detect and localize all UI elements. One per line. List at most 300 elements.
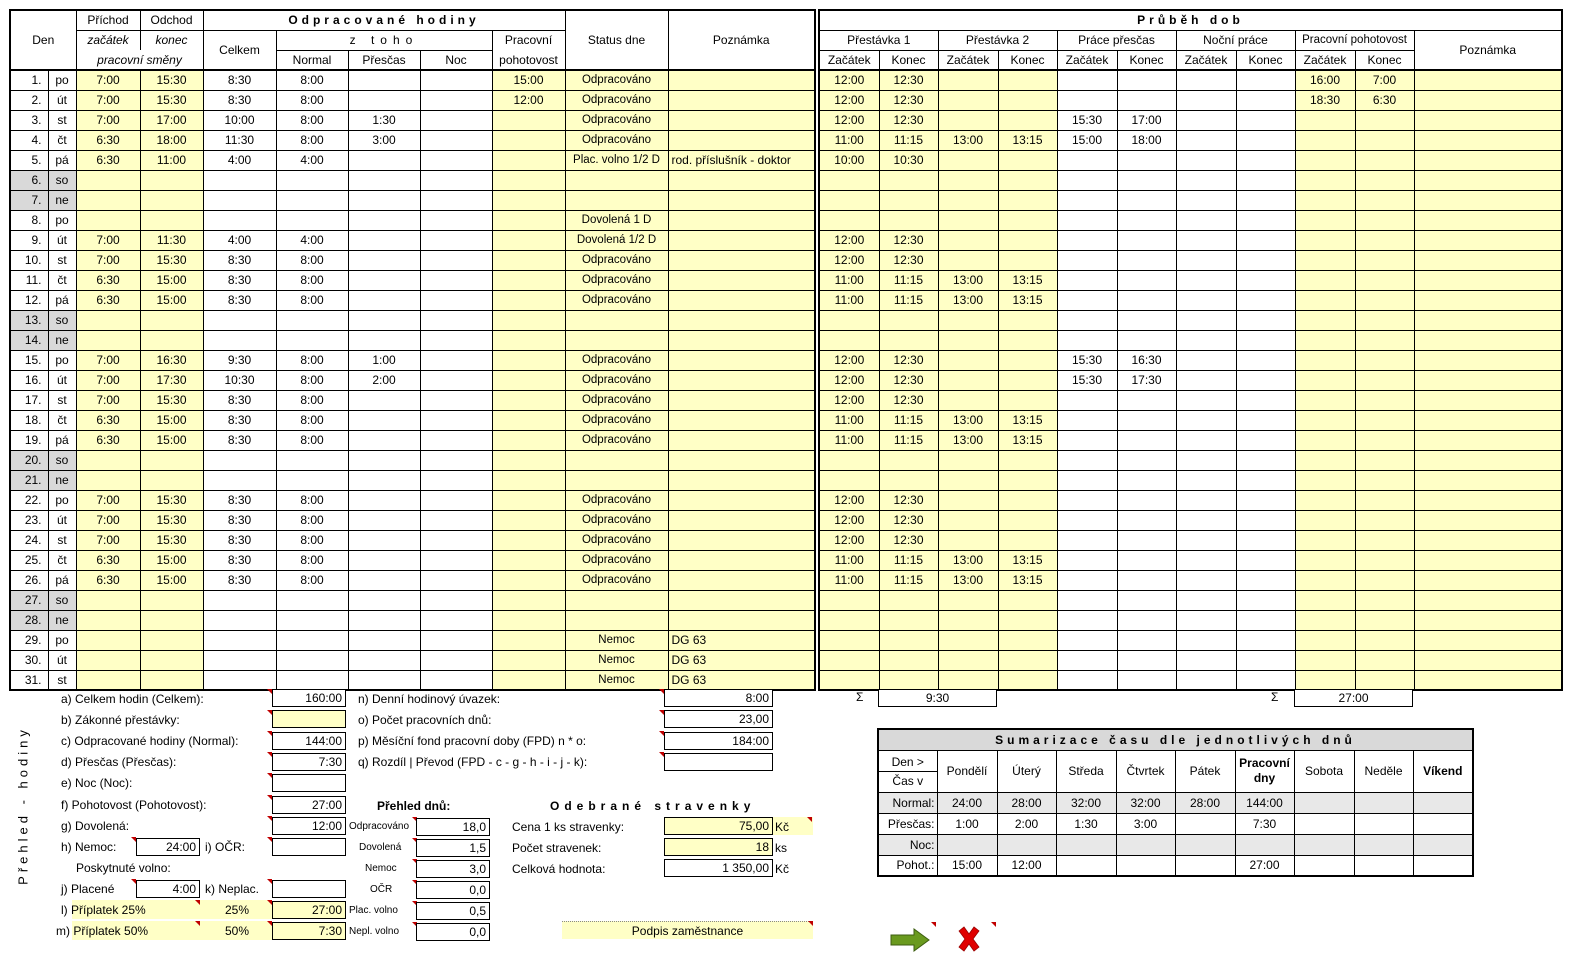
cell-standby-end[interactable]	[1355, 510, 1414, 530]
cell-break2-start[interactable]	[938, 670, 998, 690]
cell-overtime-end[interactable]	[1117, 230, 1176, 250]
cell-status[interactable]	[565, 170, 668, 190]
cell-odchod[interactable]: 15:30	[140, 390, 203, 410]
cell-break2-end[interactable]	[998, 390, 1057, 410]
cell-night-end[interactable]	[1236, 270, 1295, 290]
cell-status[interactable]: Odpracováno	[565, 350, 668, 370]
cell-overtime-start[interactable]	[1057, 290, 1117, 310]
value-c[interactable]: 144:00	[272, 732, 346, 750]
prehled-value[interactable]: 3,0	[416, 860, 490, 878]
cell-overtime-start[interactable]: 15:30	[1057, 110, 1117, 130]
cell-break2-end[interactable]: 13:15	[998, 270, 1057, 290]
cell-break1-start[interactable]	[819, 650, 879, 670]
cell-break1-end[interactable]	[879, 590, 938, 610]
cell-break1-end[interactable]	[879, 470, 938, 490]
cell-prichod[interactable]: 6:30	[76, 270, 140, 290]
cell-standby-end[interactable]	[1355, 130, 1414, 150]
cell-night-end[interactable]	[1236, 330, 1295, 350]
cell-poznamka[interactable]	[668, 230, 815, 250]
cell-poznamka-right[interactable]	[1414, 110, 1562, 130]
cell-night-start[interactable]	[1176, 90, 1236, 110]
cell-odchod[interactable]: 17:30	[140, 370, 203, 390]
cell-break2-start[interactable]	[938, 470, 998, 490]
cell-poznamka-right[interactable]	[1414, 210, 1562, 230]
cell-pohotovost[interactable]	[492, 210, 565, 230]
cell-overtime-end[interactable]	[1117, 390, 1176, 410]
cell-overtime-start[interactable]	[1057, 510, 1117, 530]
cell-standby-start[interactable]: 18:30	[1295, 90, 1355, 110]
cell-break2-end[interactable]	[998, 490, 1057, 510]
value-q[interactable]	[664, 753, 773, 771]
cell-break2-start[interactable]	[938, 650, 998, 670]
cell-poznamka-right[interactable]	[1414, 510, 1562, 530]
cell-odchod[interactable]: 11:00	[140, 150, 203, 170]
cell-overtime-start[interactable]	[1057, 390, 1117, 410]
cell-night-end[interactable]	[1236, 350, 1295, 370]
cell-standby-start[interactable]	[1295, 570, 1355, 590]
cell-overtime-start[interactable]	[1057, 210, 1117, 230]
cell-pohotovost[interactable]	[492, 670, 565, 690]
cell-break2-start[interactable]	[938, 510, 998, 530]
prehled-value[interactable]: 1,5	[416, 839, 490, 857]
cell-break2-end[interactable]: 13:15	[998, 550, 1057, 570]
cell-break2-start[interactable]: 13:00	[938, 570, 998, 590]
cell-night-end[interactable]	[1236, 90, 1295, 110]
cell-night-start[interactable]	[1176, 470, 1236, 490]
cell-break2-end[interactable]: 13:15	[998, 130, 1057, 150]
cell-night-end[interactable]	[1236, 310, 1295, 330]
cell-break2-end[interactable]	[998, 610, 1057, 630]
cell-standby-end[interactable]	[1355, 170, 1414, 190]
cell-night-start[interactable]	[1176, 670, 1236, 690]
cell-break2-start[interactable]: 13:00	[938, 550, 998, 570]
cell-prichod[interactable]	[76, 170, 140, 190]
cell-night-start[interactable]	[1176, 110, 1236, 130]
cell-standby-end[interactable]	[1355, 190, 1414, 210]
cell-odchod[interactable]	[140, 590, 203, 610]
cell-night-end[interactable]	[1236, 430, 1295, 450]
cell-standby-end[interactable]	[1355, 410, 1414, 430]
green-arrow-icon[interactable]	[890, 928, 930, 952]
cell-prichod[interactable]: 7:00	[76, 530, 140, 550]
cell-odchod[interactable]	[140, 610, 203, 630]
cell-night-end[interactable]	[1236, 130, 1295, 150]
cell-standby-start[interactable]	[1295, 330, 1355, 350]
cell-standby-start[interactable]	[1295, 110, 1355, 130]
cell-break1-end[interactable]: 11:15	[879, 270, 938, 290]
cell-break1-end[interactable]	[879, 210, 938, 230]
cell-poznamka-right[interactable]	[1414, 350, 1562, 370]
cell-poznamka[interactable]	[668, 470, 815, 490]
cell-overtime-start[interactable]	[1057, 530, 1117, 550]
cell-odchod[interactable]: 17:00	[140, 110, 203, 130]
cell-overtime-start[interactable]	[1057, 610, 1117, 630]
cell-overtime-end[interactable]	[1117, 570, 1176, 590]
cell-odchod[interactable]	[140, 470, 203, 490]
cell-night-end[interactable]	[1236, 390, 1295, 410]
cell-standby-start[interactable]	[1295, 190, 1355, 210]
cell-poznamka[interactable]	[668, 190, 815, 210]
cell-break1-start[interactable]: 11:00	[819, 130, 879, 150]
cell-pohotovost[interactable]	[492, 110, 565, 130]
cell-status[interactable]	[565, 590, 668, 610]
cell-overtime-start[interactable]	[1057, 590, 1117, 610]
cell-status[interactable]: Odpracováno	[565, 370, 668, 390]
cell-break1-start[interactable]: 11:00	[819, 550, 879, 570]
cell-prichod[interactable]	[76, 630, 140, 650]
cell-night-start[interactable]	[1176, 70, 1236, 90]
cell-night-start[interactable]	[1176, 310, 1236, 330]
cell-overtime-end[interactable]: 17:30	[1117, 370, 1176, 390]
cell-overtime-start[interactable]	[1057, 310, 1117, 330]
cell-overtime-start[interactable]: 15:30	[1057, 370, 1117, 390]
cell-night-start[interactable]	[1176, 270, 1236, 290]
cell-standby-start[interactable]	[1295, 290, 1355, 310]
cell-night-start[interactable]	[1176, 250, 1236, 270]
cell-poznamka-right[interactable]	[1414, 290, 1562, 310]
cell-prichod[interactable]	[76, 210, 140, 230]
cell-overtime-end[interactable]	[1117, 330, 1176, 350]
cell-poznamka[interactable]	[668, 450, 815, 470]
cell-poznamka-right[interactable]	[1414, 630, 1562, 650]
cell-break1-end[interactable]: 12:30	[879, 350, 938, 370]
cell-break2-start[interactable]	[938, 450, 998, 470]
cell-break1-start[interactable]: 12:00	[819, 370, 879, 390]
cell-break2-start[interactable]	[938, 210, 998, 230]
cell-pohotovost[interactable]	[492, 410, 565, 430]
cell-standby-end[interactable]	[1355, 270, 1414, 290]
cell-prichod[interactable]	[76, 610, 140, 630]
cell-prichod[interactable]: 6:30	[76, 570, 140, 590]
cell-break1-start[interactable]	[819, 630, 879, 650]
cell-poznamka[interactable]	[668, 430, 815, 450]
cell-break2-start[interactable]	[938, 90, 998, 110]
cell-night-start[interactable]	[1176, 570, 1236, 590]
cell-pohotovost[interactable]	[492, 430, 565, 450]
cell-break1-end[interactable]: 12:30	[879, 510, 938, 530]
cell-status[interactable]	[565, 450, 668, 470]
cell-pohotovost[interactable]	[492, 290, 565, 310]
cell-odchod[interactable]: 15:00	[140, 570, 203, 590]
cell-break2-start[interactable]: 13:00	[938, 270, 998, 290]
cell-prichod[interactable]: 7:00	[76, 70, 140, 90]
cell-break1-end[interactable]	[879, 330, 938, 350]
cell-break2-start[interactable]	[938, 150, 998, 170]
cell-prichod[interactable]: 6:30	[76, 410, 140, 430]
cell-break2-end[interactable]	[998, 330, 1057, 350]
cell-break2-start[interactable]	[938, 190, 998, 210]
cell-pohotovost[interactable]	[492, 490, 565, 510]
cell-prichod[interactable]	[76, 450, 140, 470]
cell-odchod[interactable]	[140, 170, 203, 190]
cell-standby-start[interactable]	[1295, 370, 1355, 390]
cell-overtime-start[interactable]	[1057, 250, 1117, 270]
cell-break2-start[interactable]	[938, 330, 998, 350]
cell-pohotovost[interactable]	[492, 570, 565, 590]
cell-odchod[interactable]: 15:30	[140, 530, 203, 550]
cena-value[interactable]: 75,00	[664, 817, 773, 835]
cell-overtime-start[interactable]	[1057, 230, 1117, 250]
cell-break2-end[interactable]	[998, 650, 1057, 670]
cell-break2-end[interactable]	[998, 530, 1057, 550]
cell-standby-start[interactable]	[1295, 530, 1355, 550]
cell-status[interactable]: Odpracováno	[565, 130, 668, 150]
cell-break2-end[interactable]	[998, 70, 1057, 90]
cell-break2-end[interactable]	[998, 350, 1057, 370]
cell-break1-start[interactable]: 12:00	[819, 230, 879, 250]
cell-poznamka-right[interactable]	[1414, 250, 1562, 270]
cell-overtime-end[interactable]	[1117, 550, 1176, 570]
cell-break1-end[interactable]	[879, 170, 938, 190]
cell-night-end[interactable]	[1236, 570, 1295, 590]
cell-standby-start[interactable]	[1295, 630, 1355, 650]
cell-poznamka[interactable]	[668, 110, 815, 130]
cell-standby-end[interactable]	[1355, 110, 1414, 130]
cell-night-end[interactable]	[1236, 250, 1295, 270]
cell-night-end[interactable]	[1236, 530, 1295, 550]
cell-pohotovost[interactable]	[492, 610, 565, 630]
cell-break1-start[interactable]: 11:00	[819, 570, 879, 590]
cell-prichod[interactable]: 6:30	[76, 290, 140, 310]
cell-standby-start[interactable]	[1295, 430, 1355, 450]
cell-break2-start[interactable]	[938, 250, 998, 270]
cell-poznamka-right[interactable]	[1414, 470, 1562, 490]
cell-break1-end[interactable]	[879, 450, 938, 470]
cell-break2-end[interactable]: 13:15	[998, 570, 1057, 590]
cell-pohotovost[interactable]	[492, 230, 565, 250]
cell-pohotovost[interactable]	[492, 130, 565, 150]
cell-break2-end[interactable]	[998, 630, 1057, 650]
cell-odchod[interactable]: 15:00	[140, 270, 203, 290]
cell-standby-start[interactable]	[1295, 510, 1355, 530]
cell-poznamka-right[interactable]	[1414, 590, 1562, 610]
cell-night-start[interactable]	[1176, 490, 1236, 510]
cell-overtime-end[interactable]	[1117, 250, 1176, 270]
cell-overtime-start[interactable]	[1057, 490, 1117, 510]
cell-break1-start[interactable]	[819, 190, 879, 210]
cell-break2-start[interactable]: 13:00	[938, 410, 998, 430]
cell-break2-start[interactable]	[938, 590, 998, 610]
cell-prichod[interactable]: 7:00	[76, 230, 140, 250]
cell-standby-end[interactable]	[1355, 670, 1414, 690]
cell-break2-start[interactable]	[938, 390, 998, 410]
cell-poznamka[interactable]	[668, 210, 815, 230]
cell-odchod[interactable]	[140, 210, 203, 230]
cell-standby-end[interactable]	[1355, 630, 1414, 650]
cell-break2-start[interactable]	[938, 630, 998, 650]
cell-odchod[interactable]: 15:00	[140, 410, 203, 430]
cell-break1-end[interactable]: 11:15	[879, 570, 938, 590]
cell-pohotovost[interactable]	[492, 270, 565, 290]
cell-status[interactable]: Odpracováno	[565, 250, 668, 270]
cell-overtime-start[interactable]	[1057, 170, 1117, 190]
cell-prichod[interactable]	[76, 470, 140, 490]
cell-overtime-end[interactable]	[1117, 450, 1176, 470]
cell-break2-start[interactable]	[938, 230, 998, 250]
cell-overtime-start[interactable]	[1057, 470, 1117, 490]
cell-overtime-end[interactable]	[1117, 510, 1176, 530]
cell-poznamka-right[interactable]	[1414, 90, 1562, 110]
value-k[interactable]	[272, 880, 346, 898]
cell-standby-end[interactable]	[1355, 470, 1414, 490]
cell-overtime-end[interactable]	[1117, 490, 1176, 510]
cell-poznamka-right[interactable]	[1414, 410, 1562, 430]
cell-status[interactable]: Nemoc	[565, 630, 668, 650]
cell-break1-end[interactable]	[879, 310, 938, 330]
cell-night-start[interactable]	[1176, 450, 1236, 470]
cell-overtime-end[interactable]	[1117, 270, 1176, 290]
cell-break1-end[interactable]: 11:15	[879, 550, 938, 570]
cell-pohotovost[interactable]	[492, 370, 565, 390]
cell-break1-end[interactable]	[879, 670, 938, 690]
cell-poznamka[interactable]	[668, 590, 815, 610]
cell-break2-end[interactable]	[998, 110, 1057, 130]
value-e[interactable]	[272, 774, 346, 792]
cell-night-start[interactable]	[1176, 190, 1236, 210]
cell-poznamka[interactable]	[668, 410, 815, 430]
cell-night-start[interactable]	[1176, 590, 1236, 610]
cell-poznamka-right[interactable]	[1414, 550, 1562, 570]
cell-poznamka-right[interactable]	[1414, 650, 1562, 670]
cell-night-end[interactable]	[1236, 150, 1295, 170]
cell-overtime-start[interactable]	[1057, 190, 1117, 210]
cell-standby-end[interactable]	[1355, 370, 1414, 390]
cell-break2-end[interactable]: 13:15	[998, 290, 1057, 310]
cell-poznamka[interactable]: DG 63	[668, 650, 815, 670]
cell-night-start[interactable]	[1176, 330, 1236, 350]
cell-poznamka[interactable]	[668, 610, 815, 630]
cell-overtime-start[interactable]	[1057, 150, 1117, 170]
cell-break1-start[interactable]: 12:00	[819, 490, 879, 510]
cell-standby-end[interactable]: 7:00	[1355, 70, 1414, 90]
cell-poznamka-right[interactable]	[1414, 190, 1562, 210]
cell-night-start[interactable]	[1176, 210, 1236, 230]
cell-night-start[interactable]	[1176, 390, 1236, 410]
cell-break1-end[interactable]: 12:30	[879, 70, 938, 90]
cell-night-start[interactable]	[1176, 150, 1236, 170]
cell-overtime-end[interactable]	[1117, 610, 1176, 630]
cell-poznamka-right[interactable]	[1414, 230, 1562, 250]
cell-pohotovost[interactable]	[492, 550, 565, 570]
cell-status[interactable]	[565, 470, 668, 490]
cell-break1-start[interactable]	[819, 450, 879, 470]
cell-overtime-end[interactable]	[1117, 470, 1176, 490]
cell-night-end[interactable]	[1236, 550, 1295, 570]
cell-odchod[interactable]: 15:30	[140, 70, 203, 90]
cell-overtime-end[interactable]	[1117, 190, 1176, 210]
cell-break2-end[interactable]	[998, 310, 1057, 330]
value-o[interactable]: 23,00	[664, 710, 773, 728]
cell-poznamka[interactable]	[668, 310, 815, 330]
cell-poznamka[interactable]	[668, 390, 815, 410]
cell-standby-end[interactable]	[1355, 330, 1414, 350]
cell-break1-start[interactable]	[819, 310, 879, 330]
cell-night-end[interactable]	[1236, 630, 1295, 650]
cell-standby-end[interactable]	[1355, 490, 1414, 510]
cell-pohotovost[interactable]	[492, 450, 565, 470]
cell-standby-start[interactable]	[1295, 670, 1355, 690]
cell-break1-end[interactable]: 12:30	[879, 370, 938, 390]
cell-standby-start[interactable]	[1295, 230, 1355, 250]
cell-overtime-start[interactable]	[1057, 670, 1117, 690]
cell-odchod[interactable]	[140, 310, 203, 330]
cell-break1-start[interactable]: 12:00	[819, 250, 879, 270]
cell-pohotovost[interactable]	[492, 150, 565, 170]
cell-break2-start[interactable]	[938, 350, 998, 370]
cell-status[interactable]: Odpracováno	[565, 550, 668, 570]
cell-status[interactable]: Odpracováno	[565, 90, 668, 110]
cell-break2-end[interactable]	[998, 190, 1057, 210]
cell-night-end[interactable]	[1236, 510, 1295, 530]
value-d[interactable]: 7:30	[272, 753, 346, 771]
cell-overtime-end[interactable]	[1117, 650, 1176, 670]
cell-break1-end[interactable]: 12:30	[879, 490, 938, 510]
cell-night-start[interactable]	[1176, 290, 1236, 310]
cell-prichod[interactable]: 7:00	[76, 390, 140, 410]
cell-prichod[interactable]: 6:30	[76, 130, 140, 150]
cell-poznamka-right[interactable]	[1414, 570, 1562, 590]
cell-break2-start[interactable]	[938, 370, 998, 390]
cell-standby-start[interactable]	[1295, 650, 1355, 670]
cell-break2-start[interactable]	[938, 530, 998, 550]
cell-break1-start[interactable]: 11:00	[819, 410, 879, 430]
cell-standby-end[interactable]	[1355, 570, 1414, 590]
hodnota-value[interactable]: 1 350,00	[664, 859, 773, 877]
cell-prichod[interactable]: 7:00	[76, 350, 140, 370]
cell-break2-end[interactable]	[998, 250, 1057, 270]
cell-odchod[interactable]: 18:00	[140, 130, 203, 150]
cell-break2-end[interactable]	[998, 210, 1057, 230]
cell-overtime-start[interactable]	[1057, 410, 1117, 430]
cell-prichod[interactable]: 7:00	[76, 90, 140, 110]
cell-break2-end[interactable]	[998, 170, 1057, 190]
cell-standby-start[interactable]	[1295, 250, 1355, 270]
cell-overtime-end[interactable]	[1117, 590, 1176, 610]
cell-status[interactable]	[565, 330, 668, 350]
cell-break2-end[interactable]	[998, 370, 1057, 390]
cell-odchod[interactable]: 16:30	[140, 350, 203, 370]
cell-overtime-start[interactable]	[1057, 430, 1117, 450]
cell-break2-end[interactable]: 13:15	[998, 430, 1057, 450]
cell-poznamka[interactable]	[668, 510, 815, 530]
cell-overtime-end[interactable]	[1117, 530, 1176, 550]
cell-prichod[interactable]	[76, 650, 140, 670]
pocet-value[interactable]: 18	[664, 838, 773, 856]
cell-night-start[interactable]	[1176, 650, 1236, 670]
cell-standby-start[interactable]	[1295, 170, 1355, 190]
cell-night-end[interactable]	[1236, 610, 1295, 630]
cell-poznamka-right[interactable]	[1414, 330, 1562, 350]
cell-pohotovost[interactable]	[492, 350, 565, 370]
cell-status[interactable]: Odpracováno	[565, 270, 668, 290]
podpis-zamestnance[interactable]: Podpis zaměstnance	[562, 921, 813, 939]
cell-odchod[interactable]: 15:30	[140, 510, 203, 530]
cell-pohotovost[interactable]	[492, 390, 565, 410]
cell-standby-end[interactable]	[1355, 210, 1414, 230]
cell-night-end[interactable]	[1236, 370, 1295, 390]
cell-odchod[interactable]: 15:00	[140, 550, 203, 570]
cell-poznamka[interactable]	[668, 70, 815, 90]
cell-status[interactable]: Odpracováno	[565, 390, 668, 410]
cell-break2-start[interactable]: 13:00	[938, 290, 998, 310]
cell-break2-start[interactable]: 13:00	[938, 430, 998, 450]
cell-prichod[interactable]: 7:00	[76, 510, 140, 530]
cell-break2-end[interactable]	[998, 590, 1057, 610]
cell-overtime-end[interactable]	[1117, 630, 1176, 650]
cell-overtime-start[interactable]	[1057, 330, 1117, 350]
cell-standby-start[interactable]	[1295, 490, 1355, 510]
cell-standby-start[interactable]	[1295, 550, 1355, 570]
